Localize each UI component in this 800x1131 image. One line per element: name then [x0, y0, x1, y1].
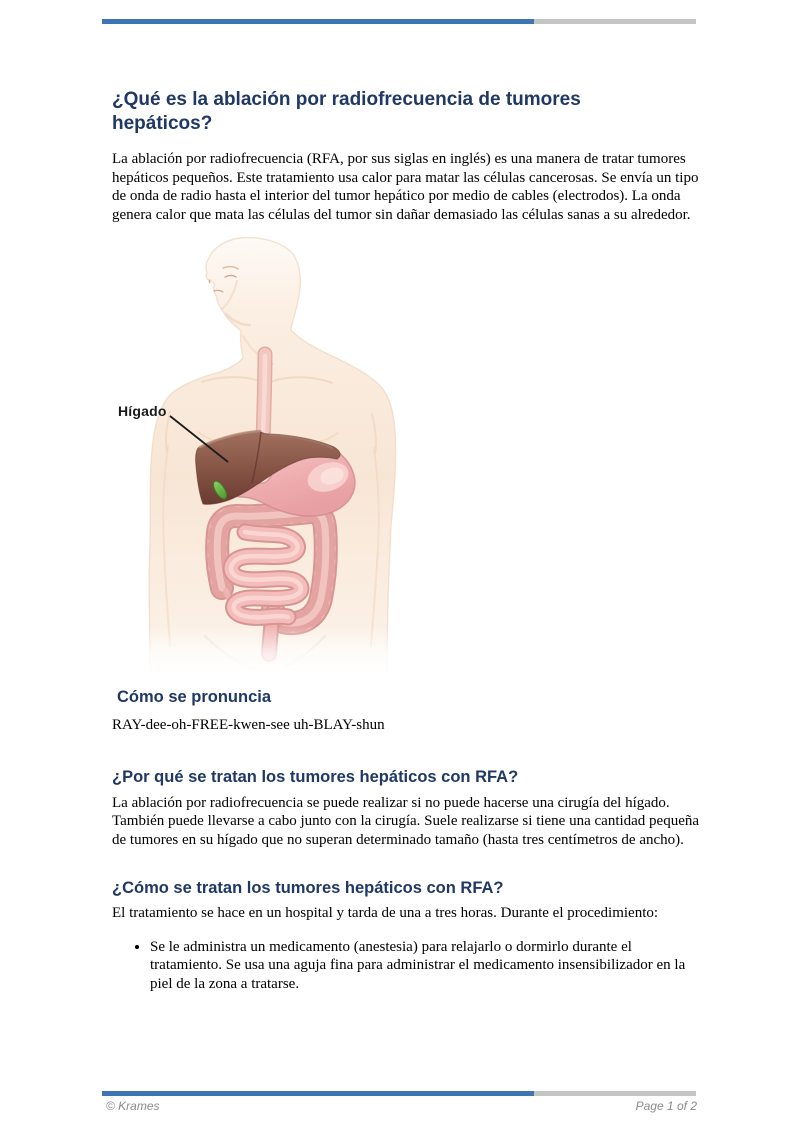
bottom-fade-overlay — [110, 626, 530, 671]
liver-label: Hígado — [118, 403, 167, 419]
how-section-paragraph: El tratamiento se hace en un hospital y tarda de una a tres horas. Durante el procedimiento: — [112, 905, 659, 921]
torso-digestive-illustration — [110, 236, 530, 671]
intro-paragraph: La ablación por radiofrecuencia (RFA, por sus siglas en inglés) es una manera de tratar tumores hepáticos pequeños. Este tratamiento usa calor para matar las células cancerosas. Se envía un tipo de onda de radio hasta el interior del tumor hepático por medio de cables (electrodos). La onda genera calor que mata las células del tumor sin dañar demasiado las células sanas a su alrededor. — [112, 151, 699, 223]
procedure-bullet-list — [112, 938, 704, 994]
document-content — [112, 0, 704, 993]
pronunciation-text: RAY-dee-oh-FREE-kwen-see uh-BLAY-shun — [112, 717, 385, 733]
footer-text-row — [0, 1096, 800, 1113]
footer-rule-blue-segment — [102, 1091, 534, 1096]
why-section-paragraph: La ablación por radiofrecuencia se puede realizar si no puede hacerse una cirugía del hígado. También puede llevarse a cabo junto con la cirugía. Suele realizarse si tiene una cantidad pequeña de tumores en su hígado que no superan determinado tamaño (hasta tres centímetros de ancho). — [112, 794, 700, 848]
page-title: ¿Qué es la ablación por radiofrecuencia de tumores hepáticos? — [112, 89, 581, 134]
footer-rule-gray-segment — [534, 1091, 696, 1096]
footer-rule-bar — [102, 1091, 696, 1096]
procedure-bullet-item: • Se le administra un medicamento (anestesia) para relajarlo o dormirlo durante el tratamiento. Se usa una aguja fina para administrar el medicamento insensibilizador en la piel de la zona a tratarse. — [150, 938, 704, 994]
anatomy-figure — [110, 236, 530, 671]
page-number-text: Page 1 of 2 — [635, 1099, 697, 1113]
how-section-heading: ¿Cómo se tratan los tumores hepáticos con RFA? — [112, 879, 504, 897]
why-section-heading: ¿Por qué se tratan los tumores hepáticos con RFA? — [112, 767, 519, 786]
pronunciation-heading: Cómo se pronuncia — [117, 688, 272, 706]
page-footer — [0, 1091, 800, 1113]
copyright-text: © Krames — [106, 1099, 160, 1113]
esophagus-shape — [263, 354, 265, 441]
